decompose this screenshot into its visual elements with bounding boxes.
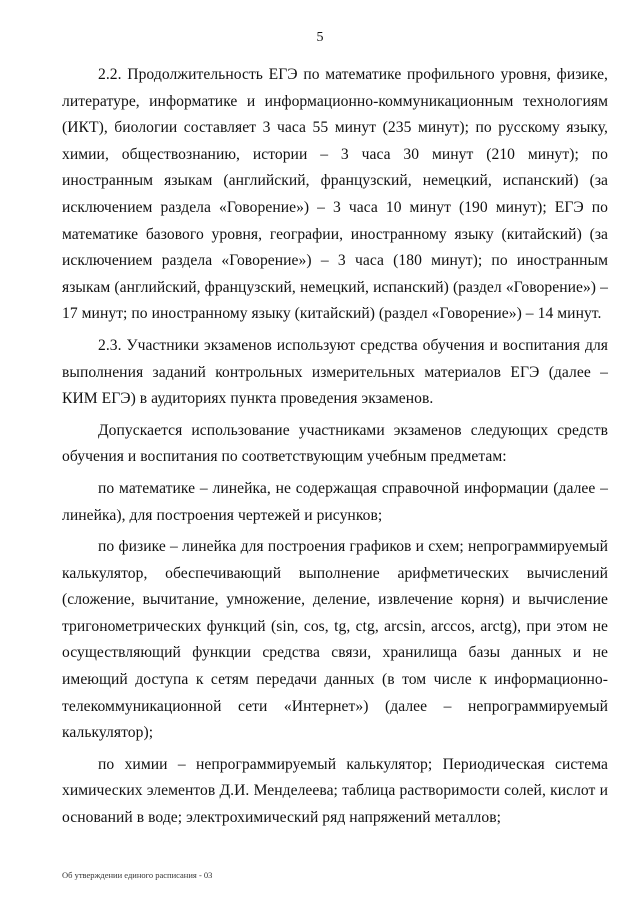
paragraph-chemistry: по химии – непрограммируемый калькулятор; Периодическая система химических элементов Д.И. Менделеева; таблица растворимости солей, кислот и оснований в воде; электрохимический ряд напряжений металлов; — [62, 755, 608, 827]
paragraph-duration: 2.2. Продолжительность ЕГЭ по математике профильного уровня, физике, литературе, информатике и информационно-коммуникационным технологиям (ИКТ), биологии составляет 3 часа 55 минут (235 минут); по русскому языку, химии, обществознанию, истории – 3 часа 30 минут (210 минут); по иностранным языкам (английский, французский, немецкий, испанский) (за исключением раздела «Говорение») – 3 часа 10 минут (190 минут); ЕГЭ по математике базового уровня, географии, иностранному языку (китайский) (за исключением раздела «Говорение») – 3 часа (180 минут); по иностранным языкам (английский, французский, немецкий, испанский) (раздел «Говорение») – 17 минут; по иностранному языку (китайский) (раздел «Говорение») – 14 минут. — [62, 66, 608, 323]
document-body — [62, 62, 608, 837]
paragraph-physics: по физике – линейка для построения графиков и схем; непрограммируемый калькулятор, обеспечивающий выполнение арифметических вычислений (сложение, вычитание, умножение, деление, извлечение корня) и вычисление тригонометрических функций (sin, cos, tg, ctg, arcsin, arccos, arctg), при этом не осуществляющий функции средства связи, хранилища базы данных и не имеющий доступа к сетям передачи данных (в том числе к информационно-телекоммуникационной сети «Интернет») (далее – непрограммируемый калькулятор); — [62, 538, 608, 742]
page-number: 5 — [316, 30, 324, 45]
footer-doc-reference: Об утверждении единого расписания - 03 — [62, 870, 213, 880]
paragraph-mathematics: по математике – линейка, не содержащая справочной информации (далее – линейка), для построения чертежей и рисунков; — [62, 479, 608, 524]
paragraph-permission: Допускается использование участниками экзаменов следующих средств обучения и воспитания по соответствующим учебным предметам: — [62, 421, 608, 466]
paragraph-allowed-means: 2.3. Участники экзаменов используют средства обучения и воспитания для выполнения заданий контрольных измерительных материалов ЕГЭ (далее – КИМ ЕГЭ) в аудиториях пункта проведения экзаменов. — [62, 336, 608, 408]
